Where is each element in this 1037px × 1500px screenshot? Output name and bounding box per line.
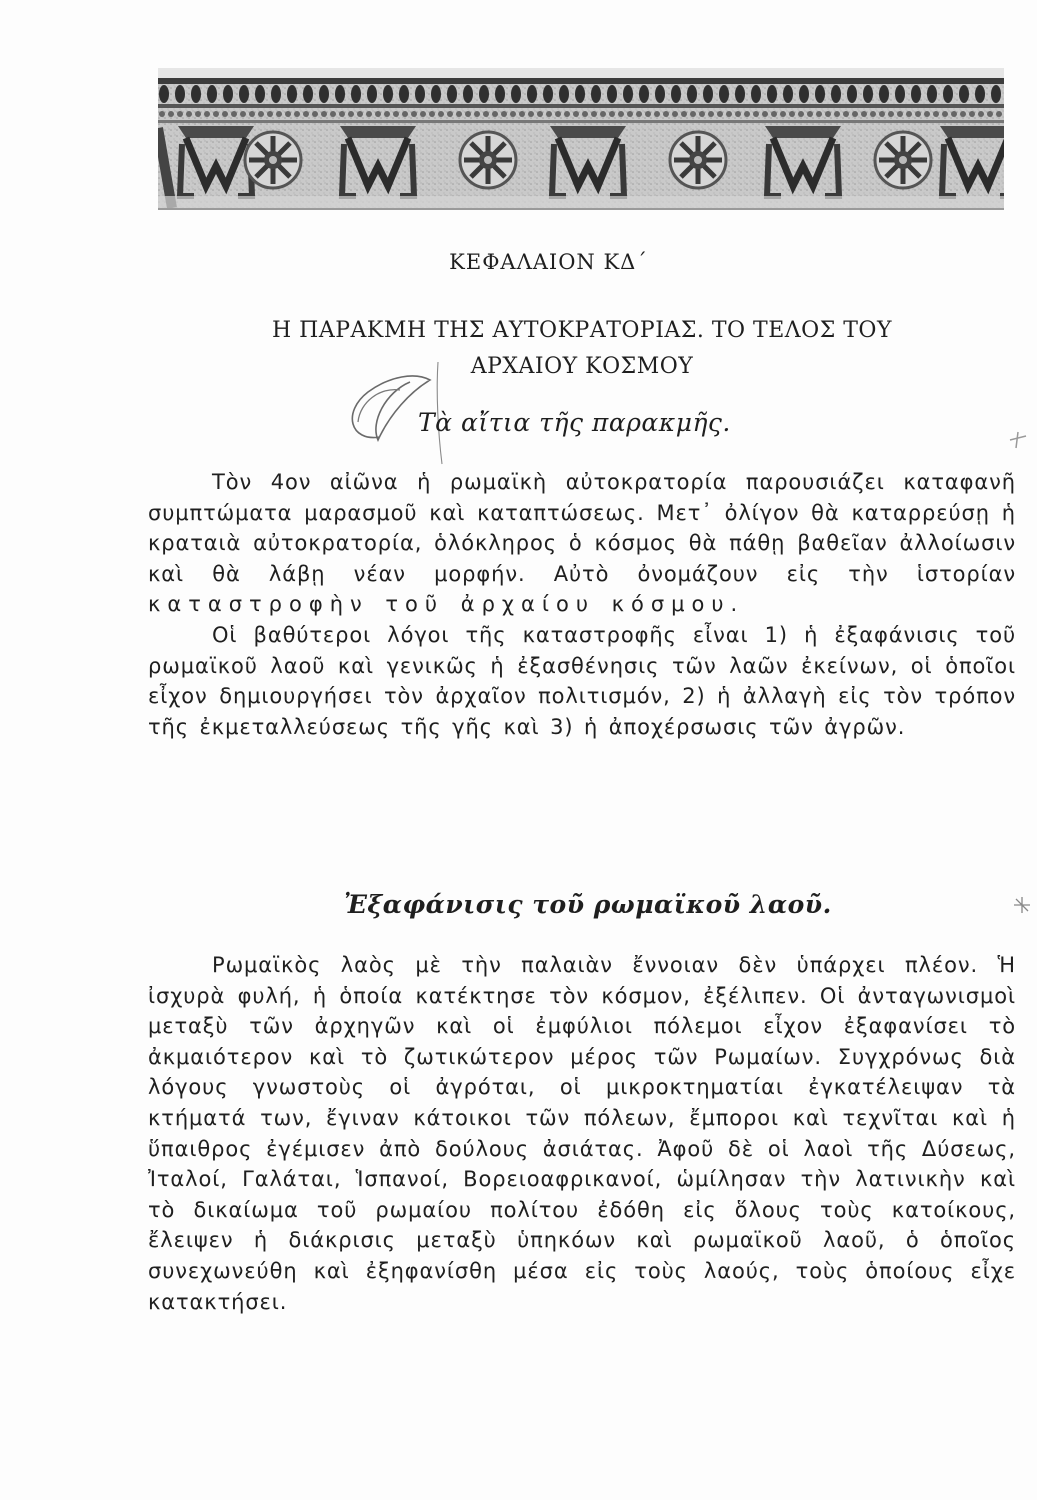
frieze-bead-ornament <box>942 111 948 117</box>
frieze-egg-ornament <box>815 85 825 103</box>
frieze-bead-ornament <box>825 111 831 117</box>
frieze-bead-ornament <box>969 111 975 117</box>
spaced-emphasis-text: καταστροφὴν τοῦ ἀρχαίου κόσμου <box>148 592 731 617</box>
frieze-bead-ornament <box>861 111 867 117</box>
frieze-bead-ornament <box>195 111 201 117</box>
paragraph <box>148 467 1016 620</box>
frieze-bead-ornament <box>987 111 993 117</box>
frieze-bead-ornament <box>510 111 516 117</box>
frieze-bead-ornament <box>654 111 660 117</box>
frieze-bead-ornament <box>420 111 426 117</box>
frieze-egg-ornament <box>559 85 569 103</box>
frieze-bead-ornament <box>726 111 732 117</box>
frieze-egg-ornament <box>847 85 857 103</box>
frieze-bead-ornament <box>393 111 399 117</box>
frieze-bead-ornament <box>231 111 237 117</box>
frieze-bead-ornament <box>627 111 633 117</box>
chapter-label: ΚΕΦΑΛΑΙΟΝ ΚΔ΄ <box>449 250 648 274</box>
frieze-bead-ornament <box>492 111 498 117</box>
frieze-egg-ornament <box>319 85 329 103</box>
frieze-bead-ornament <box>771 111 777 117</box>
frieze-egg-ornament <box>639 85 649 103</box>
frieze-bead-ornament <box>456 111 462 117</box>
frieze-bead-ornament <box>159 111 165 117</box>
frieze-bead-ornament <box>735 111 741 117</box>
frieze-egg-ornament <box>703 85 713 103</box>
frieze-bead-ornament <box>564 111 570 117</box>
frieze-bead-ornament <box>609 111 615 117</box>
frieze-bead-ornament <box>708 111 714 117</box>
frieze-bead-ornament <box>294 111 300 117</box>
frieze-bead-ornament <box>996 111 1002 117</box>
frieze-egg-ornament <box>943 85 953 103</box>
frieze-bead-ornament <box>681 111 687 117</box>
frieze-bead-ornament <box>321 111 327 117</box>
frieze-bead-ornament <box>276 111 282 117</box>
frieze-bead-ornament <box>303 111 309 117</box>
frieze-egg-ornament <box>783 85 793 103</box>
frieze-bead-ornament <box>249 111 255 117</box>
frieze-egg-ornament <box>367 85 377 103</box>
frieze-egg-ornament <box>575 85 585 103</box>
frieze-bead-ornament <box>186 111 192 117</box>
frieze-egg-ornament <box>383 85 393 103</box>
frieze-egg-ornament <box>927 85 937 103</box>
frieze-bead-ornament <box>384 111 390 117</box>
section-causes-body <box>148 467 1016 742</box>
frieze-egg-ornament <box>895 85 905 103</box>
frieze-egg-ornament <box>271 85 281 103</box>
frieze-bead-ornament <box>690 111 696 117</box>
scan-speck <box>1012 895 1032 915</box>
frieze-egg-ornament <box>223 85 233 103</box>
frieze-bead-ornament <box>483 111 489 117</box>
frieze-bead-ornament <box>357 111 363 117</box>
frieze-bead-ornament <box>285 111 291 117</box>
frieze-bead-ornament <box>438 111 444 117</box>
frieze-egg-ornament <box>511 85 521 103</box>
frieze-egg-ornament <box>911 85 921 103</box>
frieze-bead-ornament <box>978 111 984 117</box>
decorative-frieze-image <box>158 68 1004 210</box>
frieze-bead-ornament <box>204 111 210 117</box>
frieze-bead-ornament <box>816 111 822 117</box>
frieze-bead-ornament <box>717 111 723 117</box>
frieze-bead-ornament <box>888 111 894 117</box>
section-disappearance-body <box>148 950 1016 1317</box>
frieze-egg-ornament <box>303 85 313 103</box>
section-heading-causes: Τὰ αἴτια τῆς παρακμῆς. <box>418 408 731 437</box>
frieze-egg-ornament <box>447 85 457 103</box>
frieze-bead-ornament <box>213 111 219 117</box>
frieze-bead-ornament <box>348 111 354 117</box>
frieze-egg-ornament <box>767 85 777 103</box>
frieze-bead-ornament <box>447 111 453 117</box>
frieze-bead-ornament <box>519 111 525 117</box>
frieze-egg-ornament <box>719 85 729 103</box>
frieze-bead-ornament <box>636 111 642 117</box>
frieze-bead-ornament <box>672 111 678 117</box>
frieze-egg-ornament <box>255 85 265 103</box>
frieze-bead-ornament <box>951 111 957 117</box>
frieze-bead-ornament <box>600 111 606 117</box>
chapter-title-line-1: Η ΠΑΡΑΚΜΗ ΤΗΣ ΑΥΤΟΚΡΑΤΟΡΙΑΣ. ΤΟ ΤΕΛΟΣ ΤΟΥ <box>271 318 892 343</box>
scan-speck <box>1008 430 1028 450</box>
frieze-bead-ornament <box>537 111 543 117</box>
frieze-egg-ornament <box>159 85 169 103</box>
paragraph: Οἱ βαθύτεροι λόγοι τῆς καταστροφῆς εἶναι 1) ἡ ἐξαφάνισις τοῦ ρωμαϊκοῦ λαοῦ καὶ γενικῶς ἡ ἐξασθένησις τῶν λαῶν ἐκείνων, οἱ ὁποῖοι εἶχον δημιουργήσει τὸν ἀρχαῖον πολιτισμόν, 2) ἡ ἀλλαγὴ εἰς τὸν τρόπον τῆς ἐκμεταλλεύσεως τῆς γῆς καὶ 3) ἡ ἀποχέρσωσις τῶν ἀγρῶν. <box>148 622 1016 739</box>
frieze-egg-ornament <box>351 85 361 103</box>
frieze-bead-ornament <box>789 111 795 117</box>
frieze-egg-ornament <box>399 85 409 103</box>
frieze-bead-ornament <box>267 111 273 117</box>
frieze-bead-ornament <box>933 111 939 117</box>
frieze-bead-ornament <box>645 111 651 117</box>
frieze-egg-ornament <box>431 85 441 103</box>
frieze-egg-ornament <box>879 85 889 103</box>
frieze-egg-ornament <box>607 85 617 103</box>
frieze-bead-ornament <box>780 111 786 117</box>
frieze-bead-ornament <box>915 111 921 117</box>
frieze-bead-ornament <box>177 111 183 117</box>
frieze-egg-ornament <box>591 85 601 103</box>
paragraph-end-mark: . <box>730 592 739 617</box>
frieze-egg-ornament <box>751 85 761 103</box>
frieze-egg-ornament <box>991 85 1001 103</box>
frieze-egg-ornament <box>831 85 841 103</box>
frieze-bead-ornament <box>375 111 381 117</box>
frieze-egg-ornament <box>799 85 809 103</box>
frieze-egg-ornament <box>463 85 473 103</box>
frieze-bead-ornament <box>501 111 507 117</box>
frieze-bead-ornament <box>663 111 669 117</box>
frieze-bead-ornament <box>573 111 579 117</box>
frieze-egg-ornament <box>479 85 489 103</box>
frieze-egg-ornament <box>671 85 681 103</box>
frieze-bead-ornament <box>618 111 624 117</box>
frieze-egg-ornament <box>175 85 185 103</box>
frieze-bead-ornament <box>879 111 885 117</box>
section-heading-disappearance: Ἐξαφάνισις τοῦ ρωμαϊκοῦ λαοῦ. <box>344 890 832 919</box>
frieze-bead-ornament <box>834 111 840 117</box>
frieze-bead-ornament <box>591 111 597 117</box>
frieze-bead-ornament <box>312 111 318 117</box>
frieze-bead-ornament <box>753 111 759 117</box>
frieze-bead-ornament <box>870 111 876 117</box>
frieze-bead-ornament <box>897 111 903 117</box>
frieze-bead-ornament <box>798 111 804 117</box>
frieze-egg-ornament <box>863 85 873 103</box>
frieze-egg-ornament <box>543 85 553 103</box>
frieze-egg-ornament <box>335 85 345 103</box>
frieze-bead-ornament <box>762 111 768 117</box>
frieze-egg-ornament <box>239 85 249 103</box>
frieze-bead-ornament <box>852 111 858 117</box>
frieze-egg-ornament <box>287 85 297 103</box>
frieze-egg-ornament <box>959 85 969 103</box>
frieze-bead-ornament <box>168 111 174 117</box>
frieze-egg-ornament <box>975 85 985 103</box>
frieze-bead-ornament <box>528 111 534 117</box>
frieze-bead-ornament <box>402 111 408 117</box>
paragraph: Ρωμαϊκὸς λαὸς μὲ τὴν παλαιὰν ἔννοιαν δὲν ὑπάρχει πλέον. Ἡ ἰσχυρὰ φυλή, ἡ ὁποία κατέκτησε τὸν κόσμον, ἐξέλιπεν. Οἱ ἀνταγωνισμοὶ μεταξὺ τῶν ἀρχηγῶν καὶ οἱ ἐμφύλιοι πόλεμοι εἶχον ἐξαφανίσει τὸ ἀκμαιότερον καὶ τὸ ζωτικώτερον μέρος τῶν Ρωμαίων. Συγχρόνως διὰ λόγους γνωστοὺς οἱ ἀγρόται, οἱ μικροκτηματίαι ἐγκατέλειψαν τὰ κτήματά των, ἔγιναν κάτοικοι τῶν πόλεων, ἔμποροι καὶ τεχνῖται καὶ ἡ ὕπαιθρος ἐγέμισεν ἀπὸ δούλους ἀσιάτας. Ἀφοῦ δὲ οἱ λαοὶ τῆς Δύσεως, Ἰταλοί, Γαλάται, Ἱσπανοί, Βορειοαφρικανοί, ὡμίλησαν τὴν λατινικὴν καὶ τὸ δικαίωμα τοῦ ρωμαίου πολίτου ἐδόθη εἰς ὅλους τοὺς κατοίκους, ἔλειψεν ἡ διάκρισις μεταξὺ ὑπηκόων καὶ ρωμαϊκοῦ λαοῦ, ὁ ὁποῖος συνεχωνεύθη καὶ ἐξηφανίσθη μέσα εἰς τοὺς λαούς, τοὺς ὁποίους εἶχε κατακτήσει. <box>148 953 1016 1314</box>
frieze-bead-ornament <box>546 111 552 117</box>
frieze-egg-ornament <box>735 85 745 103</box>
frieze-bead-ornament <box>906 111 912 117</box>
frieze-bead-ornament <box>330 111 336 117</box>
frieze-egg-ornament <box>207 85 217 103</box>
frieze-bead-ornament <box>555 111 561 117</box>
frieze-bead-ornament <box>429 111 435 117</box>
frieze-bead-ornament <box>366 111 372 117</box>
frieze-egg-ornament <box>415 85 425 103</box>
frieze-egg-ornament <box>191 85 201 103</box>
frieze-egg-ornament <box>687 85 697 103</box>
frieze-bead-ornament <box>843 111 849 117</box>
frieze-bead-ornament <box>960 111 966 117</box>
frieze-bead-ornament <box>699 111 705 117</box>
frieze-bead-ornament <box>411 111 417 117</box>
frieze-bead-ornament <box>258 111 264 117</box>
frieze-egg-ornament <box>527 85 537 103</box>
frieze-bead-ornament <box>474 111 480 117</box>
frieze-bead-ornament <box>222 111 228 117</box>
frieze-bead-ornament <box>924 111 930 117</box>
frieze-bead-ornament <box>240 111 246 117</box>
frieze-bead-ornament <box>807 111 813 117</box>
paragraph-text: Τὸν 4ον αἰῶνα ἡ ρωμαϊκὴ αὐτοκρατορία παρουσιάζει καταφανῆ συμπτώματα μαρασμοῦ καὶ καταπτώσεως. Μετ᾽ ὀλίγον θὰ καταρρεύσῃ ἡ κραταιὰ αὐτοκρατορία, ὁλόκληρος ὁ κόσμος θὰ πάθῃ βαθεῖαν ἀλλοίωσιν καὶ θὰ λάβῃ νέαν μορφήν. Αὐτὸ ὀνομάζουν εἰς τὴν ἱστορίαν <box>148 470 1016 586</box>
frieze-egg-ornament <box>655 85 665 103</box>
frieze-bead-ornament <box>339 111 345 117</box>
frieze-bead-ornament <box>465 111 471 117</box>
frieze-bead-ornament <box>744 111 750 117</box>
frieze-bead-ornament <box>582 111 588 117</box>
frieze-egg-ornament <box>623 85 633 103</box>
chapter-title-line-2: ΑΡΧΑΙΟΥ ΚΟΣΜΟΥ <box>470 354 694 379</box>
frieze-egg-ornament <box>495 85 505 103</box>
